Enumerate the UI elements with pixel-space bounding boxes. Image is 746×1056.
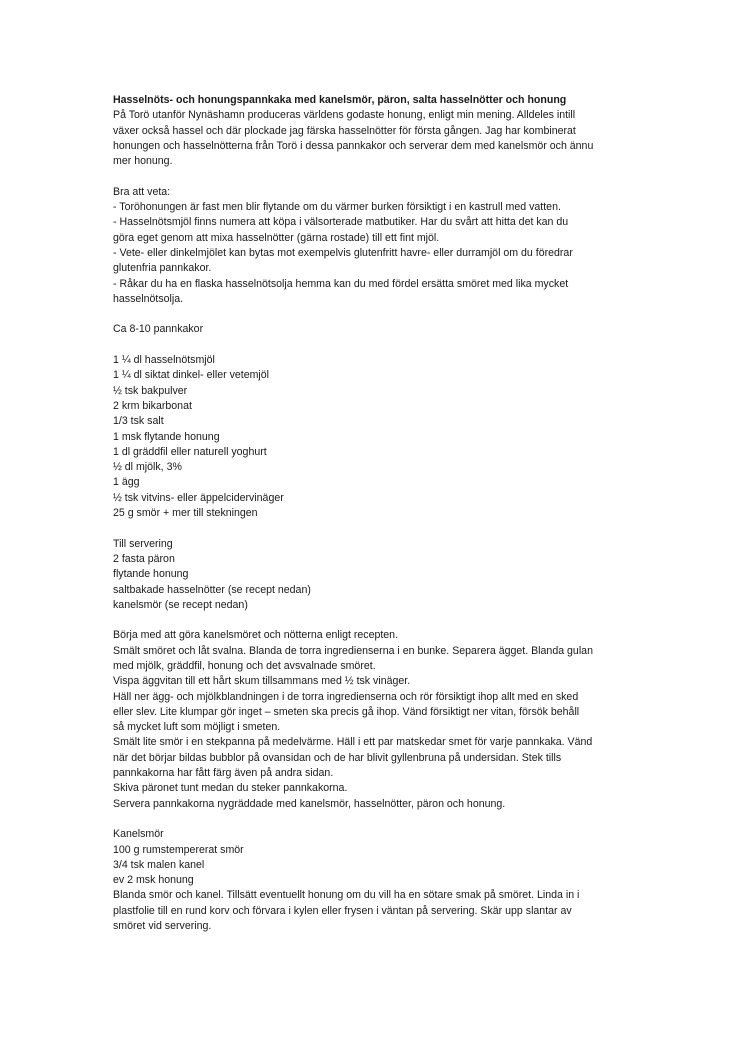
butter-ingredient: 3/4 tsk malen kanel — [113, 858, 205, 871]
ingredient-item: 1 dl gräddfil eller naturell yoghurt — [113, 445, 267, 458]
tips-heading: Bra att veta: — [113, 185, 171, 198]
intro-paragraph — [113, 108, 673, 169]
spacer — [113, 338, 673, 353]
serving-item: kanelsmör (se recept nedan) — [113, 598, 248, 611]
tips-section — [113, 185, 673, 307]
butter-instruction-line: plastfolie till en rund korv och förvara i kylen eller frysen i väntan på servering. Skär upp slantar av — [113, 904, 572, 917]
ingredient-item: ½ dl mjölk, 3% — [113, 461, 182, 474]
butter-ingredient: 100 g rumstempererat smör — [113, 843, 244, 856]
spacer — [113, 812, 673, 827]
instruction-line: Vispa äggvitan till ett hårt skum tillsammans med ½ tsk vinäger. — [113, 675, 411, 688]
tip-line: hasselnötsolja. — [113, 292, 184, 305]
tip-line: - Toröhonungen är fast men blir flytande om du värmer burken försiktigt i en kastrull med vatten. — [113, 201, 561, 214]
butter-instruction-line: smöret vid servering. — [113, 920, 212, 933]
serving-item: 2 fasta päron — [113, 552, 175, 565]
intro-line: växer också hassel och där plockade jag färska hasselnötter för första gången. Jag har kombinerat — [113, 124, 576, 137]
instruction-line: Häll ner ägg- och mjölkblandningen i de torra ingredienserna och rör försiktigt ihop allt med en sked — [113, 690, 579, 703]
recipe-title: Hasselnöts- och honungspannkaka med kanelsmör, päron, salta hasselnötter och honung — [113, 94, 567, 106]
ingredient-item: ½ tsk bakpulver — [113, 384, 188, 397]
intro-line: På Torö utanför Nynäshamn produceras världens godaste honung, enligt min mening. Alldeles intill — [113, 109, 576, 122]
serving-item: flytande honung — [113, 568, 189, 581]
butter-instruction-line: Blanda smör och kanel. Tillsätt eventuellt honung om du vill ha en sötare smak på smöret. Linda in i — [113, 889, 580, 902]
ingredients-list — [113, 353, 673, 521]
instruction-line: med mjölk, gräddfil, honung och det avsvalnade smöret. — [113, 659, 376, 672]
instruction-line: eller slev. Lite klumpar gör inget – smeten ska precis gå ihop. Vänd försiktigt ner vitan, försök behåll — [113, 705, 580, 718]
ingredient-item: ½ tsk vitvins- eller äppelcidervinäger — [113, 491, 284, 504]
ingredient-item: 25 g smör + mer till stekningen — [113, 507, 258, 520]
tip-line: glutenfria pannkakor. — [113, 262, 212, 275]
ingredient-item: 2 krm bikarbonat — [113, 399, 192, 412]
instructions-section — [113, 628, 673, 812]
instruction-line: Smält smöret och låt svalna. Blanda de torra ingredienserna i en bunke. Separera ägget. Blanda gulan — [113, 644, 593, 657]
servings-text: Ca 8-10 pannkakor — [113, 323, 204, 336]
ingredient-item: 1/3 tsk salt — [113, 415, 164, 428]
tip-line: - Vete- eller dinkelmjölet kan bytas mot exempelvis glutenfritt havre- eller durramjöl om du föredrar — [113, 246, 573, 259]
recipe-document — [113, 93, 673, 934]
ingredient-item: 1 msk flytande honung — [113, 430, 220, 443]
cinnamon-butter-section — [113, 827, 673, 934]
serving-heading: Till servering — [113, 537, 173, 550]
instruction-line: Skiva päronet tunt medan du steker pannkakorna. — [113, 782, 348, 795]
spacer — [113, 307, 673, 322]
spacer — [113, 613, 673, 628]
instruction-line: så mycket luft som möjligt i smeten. — [113, 721, 281, 734]
tip-line: - Hasselnötsmjöl finns numera att köpa i välsorterade matbutiker. Har du svårt att hitta det kan du — [113, 216, 569, 229]
ingredient-item: 1 ägg — [113, 476, 140, 489]
tip-line: - Råkar du ha en flaska hasselnötsolja hemma kan du med fördel ersätta smöret med lika mycket — [113, 277, 569, 290]
ingredient-item: 1 ¼ dl siktat dinkel- eller vetemjöl — [113, 369, 270, 382]
spacer — [113, 521, 673, 536]
ingredient-item: 1 ¼ dl hasselnötsmjöl — [113, 354, 215, 367]
instruction-line: Smält lite smör i en stekpanna på medelvärme. Häll i ett par matskedar smet för varje pannkaka. Vänd — [113, 736, 593, 749]
tip-line: göra eget genom att mixa hasselnötter (gärna rostade) till ett fint mjöl. — [113, 231, 440, 244]
intro-line: honungen och hasselnötterna från Torö i dessa pannkakor och serverar dem med kanelsmör och ännu — [113, 139, 594, 152]
serving-item: saltbakade hasselnötter (se recept nedan) — [113, 583, 311, 596]
instruction-line: när det börjar bildas bubblor på ovansidan och de har blivit gyllenbruna på undersidan. Stek tills — [113, 751, 562, 764]
spacer — [113, 169, 673, 184]
instruction-line: pannkakorna har fått färg även på andra sidan. — [113, 767, 334, 780]
butter-ingredient: ev 2 msk honung — [113, 874, 194, 887]
butter-heading: Kanelsmör — [113, 828, 164, 841]
intro-line: mer honung. — [113, 155, 173, 168]
serving-section — [113, 537, 673, 613]
instruction-line: Börja med att göra kanelsmöret och nötterna enligt recepten. — [113, 629, 399, 642]
instruction-line: Servera pannkakorna nygräddade med kanelsmör, hasselnötter, päron och honung. — [113, 797, 506, 810]
